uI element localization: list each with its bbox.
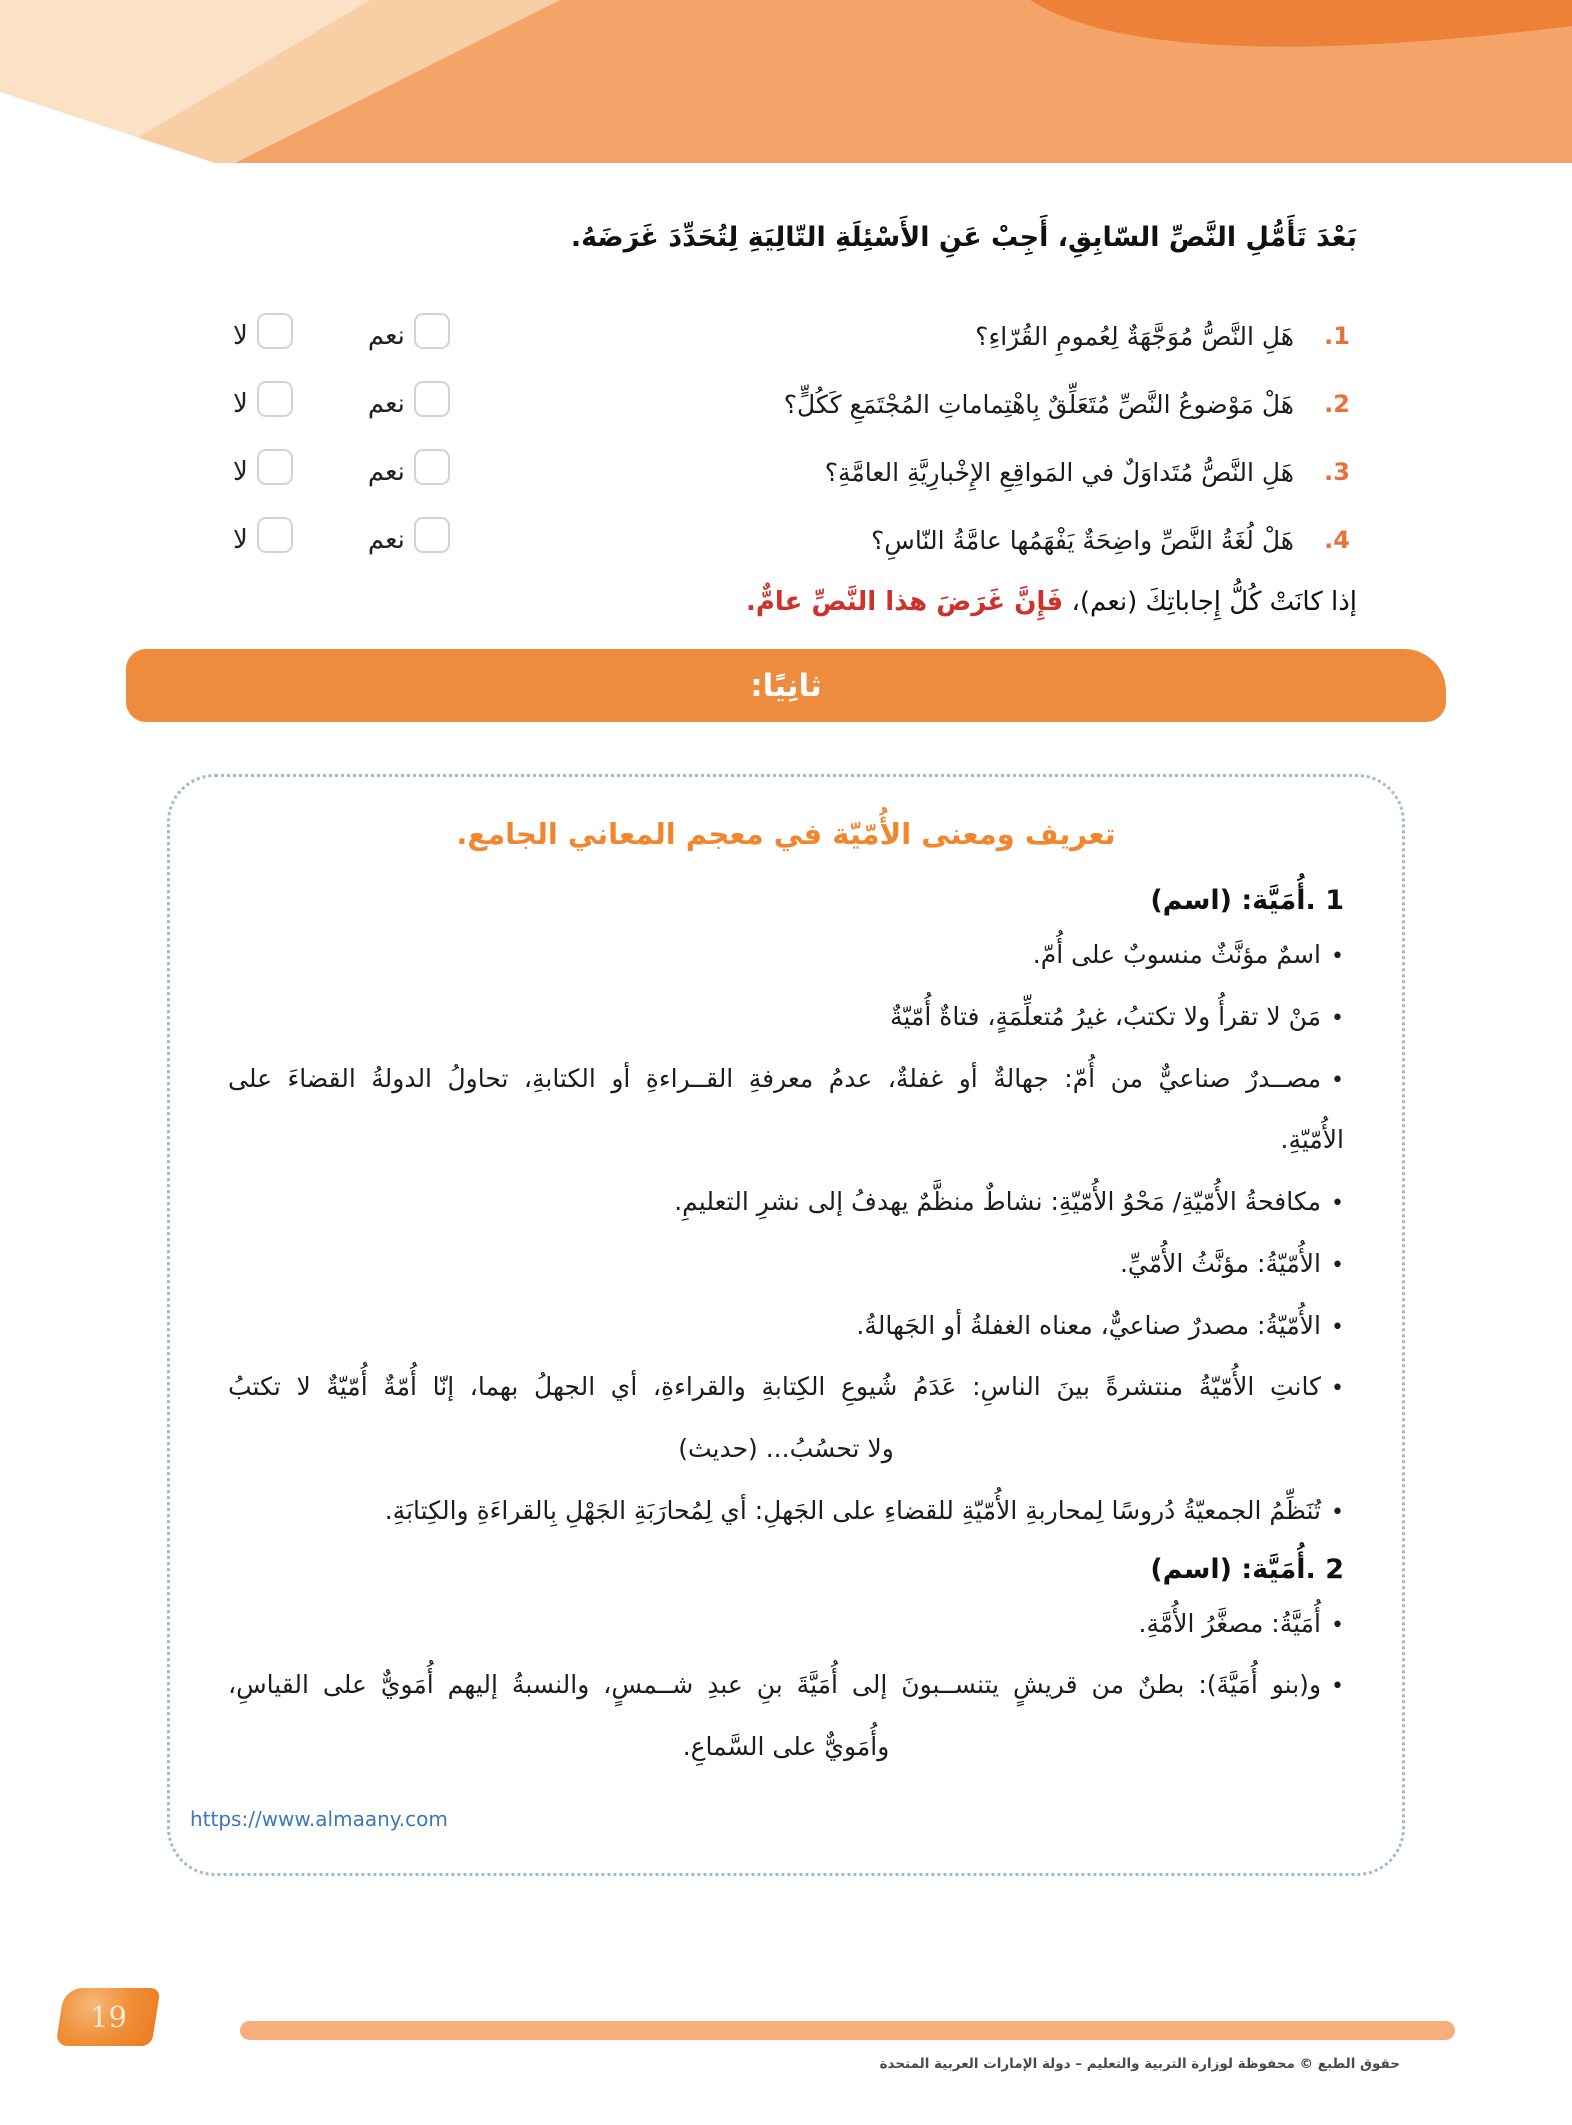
bullet-text: مكافحةُ الأُمّيّةِ/ مَحْوُ الأُمّيّةِ: نشاطٌ منظَّمٌ يهدفُ إلى نشرِ التعليمِ.	[674, 1187, 1322, 1216]
answer-yes-group	[368, 386, 450, 422]
footer-divider-bar	[240, 2021, 1455, 2040]
answer-yes-group	[368, 522, 450, 558]
question-number: 3.	[1324, 458, 1350, 486]
copyright-text: حقوق الطبع © محفوظة لوزارة التربية والتعليم – دولة الإمارات العربية المتحدة	[879, 2056, 1400, 2072]
no-checkbox[interactable]	[257, 313, 293, 349]
bullet-text: مَنْ لا تقرأُ ولا تكتبُ، غيرُ مُتعلِّمَةٍ، فتاةٌ أُمّيّةٌ	[890, 1001, 1322, 1031]
bullet-text: الأُمّيّةُ: مصدرٌ صناعيٌّ، معناه الغفلةُ أو الجَهالةُ.	[856, 1310, 1322, 1340]
bullet-icon: •	[1331, 944, 1344, 969]
list-item	[228, 1666, 1344, 1705]
bullet-text: اسمٌ مؤنَّثٌ منسوبٌ على أُمّ.	[1032, 940, 1322, 969]
question-number: 2.	[1324, 390, 1350, 418]
yes-label: نعم	[367, 525, 405, 555]
list-item	[228, 1183, 1344, 1222]
yes-label: نعم	[367, 457, 405, 487]
list-item	[228, 1605, 1344, 1644]
yes-checkbox[interactable]	[414, 381, 450, 417]
bullet-text: مصــدرٌ صناعيٌّ من أُمّ: جهالةٌ أو غفلةٌ، عدمُ معرفةِ القــراءةِ أو الكتابةِ، تحاولُ الدولةُ القضاءَ على	[228, 1063, 1322, 1093]
yes-checkbox[interactable]	[414, 517, 450, 553]
question-text: هَلِ النَّصُّ مُتَداوَلٌ في المَواقِعِ الإِخْبارِيَّةِ العامَّةِ؟	[824, 457, 1294, 487]
no-checkbox[interactable]	[257, 517, 293, 553]
conclusion-highlight: فَإِنَّ غَرَضَ هذا النَّصِّ عامٌّ.	[745, 587, 1064, 617]
entry-1-heading: 1 .أُمَيَّة: (اسم)	[1150, 885, 1344, 916]
bullet-text: تُنَظِّمُ الجمعيّةُ دُروسًا لِمحاربةِ الأُمّيّةِ للقضاءِ على الجَهلِ: أي لِمُحارَبَةِ الجَهْلِ بِالقراءَةِ والكِتابَةِ.	[384, 1495, 1322, 1525]
section-banner-label: ثانِيًا:	[750, 667, 822, 704]
question-row-3	[0, 451, 1572, 493]
no-label: لا	[233, 321, 248, 351]
bullet-icon: •	[1331, 1191, 1344, 1216]
list-item	[228, 936, 1344, 975]
section-banner	[126, 649, 1446, 722]
list-item-continuation: الأُمّيّةِ.	[1280, 1125, 1344, 1155]
list-item	[228, 1368, 1344, 1407]
bullet-text: و(بنو أُمَيَّةَ): بطنٌ من قريشٍ يتنســبونَ إلى أُمَيَّةَ بنِ عبدِ شــمسٍ، والنسبةُ إليهم أُمَويٌّ على القياسِ،	[228, 1670, 1322, 1700]
question-row-1	[0, 315, 1572, 357]
list-item	[228, 1060, 1344, 1099]
answer-yes-group	[368, 454, 450, 490]
yes-checkbox[interactable]	[414, 313, 450, 349]
bullet-icon: •	[1331, 1252, 1344, 1278]
question-text: هَلْ مَوْضوعُ النَّصِّ مُتَعَلِّقٌ بِاهْتِماماتِ المُجْتَمَعِ كَكُلٍّ؟	[783, 389, 1294, 419]
question-text: هَلِ النَّصُّ مُوَجَّهَةٌ لِعُمومِ القُرّاءِ؟	[975, 321, 1294, 351]
bullet-icon: •	[1331, 1376, 1344, 1402]
answer-yes-group	[368, 318, 450, 354]
bullet-text: الأُمّيّةُ: مؤنَّثُ الأُمّيِّ.	[1119, 1248, 1322, 1278]
yes-checkbox[interactable]	[414, 449, 450, 485]
question-row-2	[0, 383, 1572, 425]
header-decoration	[0, 0, 1572, 170]
question-row-4	[0, 519, 1572, 561]
instruction-text: بَعْدَ تَأَمُّلِ النَّصِّ السّابِقِ، أَجِبْ عَنِ الأَسْئِلَةِ التّالِيَةِ لِتُحَدِّدَ غَرَضَهُ.	[570, 222, 1357, 253]
answer-no-group	[233, 318, 293, 354]
question-text: هَلْ لُغَةُ النَّصِّ واضِحَةٌ يَفْهَمُها عامَّةُ النّاسِ؟	[871, 525, 1294, 555]
bullet-icon: •	[1331, 1005, 1344, 1031]
bullet-icon: •	[1331, 1314, 1344, 1340]
yes-label: نعم	[367, 389, 405, 419]
list-item-continuation: ولا تحسُبُ... (حديث)	[678, 1434, 894, 1463]
conclusion-prefix: إذا كانَتْ كُلُّ إِجاباتِكَ (نعم)،	[1071, 587, 1357, 617]
yes-label: نعم	[367, 321, 405, 351]
bullet-text: أُمَيَّةُ: مصغَّرُ الأُمَّةِ.	[1138, 1608, 1322, 1638]
no-label: لا	[233, 389, 248, 419]
bullet-icon: •	[1331, 1674, 1344, 1700]
conclusion-line	[0, 587, 1572, 617]
source-url-link[interactable]: https://www.almaany.com	[190, 1806, 448, 1831]
bullet-icon: •	[1331, 1612, 1344, 1638]
no-checkbox[interactable]	[257, 381, 293, 417]
page-number-badge	[55, 1988, 160, 2046]
no-label: لا	[233, 525, 248, 555]
no-checkbox[interactable]	[257, 449, 293, 485]
definition-box	[167, 774, 1405, 1876]
list-item	[228, 998, 1344, 1037]
list-item	[228, 1492, 1344, 1531]
list-item	[228, 1245, 1344, 1284]
bullet-text: كانتِ الأُمّيّةُ منتشرةً بينَ الناسِ: عَدَمُ شُيوعِ الكِتابةِ والقراءةِ، أي الجهلُ بهما، إنّا أُمّةٌ أُمّيّةٌ لا تكتبُ	[228, 1372, 1322, 1402]
question-number: 1.	[1324, 322, 1350, 350]
list-item-continuation: وأُمَويٌّ على السَّماعِ.	[682, 1732, 890, 1761]
list-item	[228, 1307, 1344, 1346]
definition-box-title: تعريف ومعنى الأُمّيّة في معجم المعاني الجامع.	[456, 817, 1116, 851]
entry-2-heading: 2 .أُمَيَّة: (اسم)	[1150, 1553, 1344, 1585]
bullet-icon: •	[1331, 1067, 1344, 1093]
no-label: لا	[233, 457, 248, 487]
answer-no-group	[233, 454, 293, 490]
answer-no-group	[233, 522, 293, 558]
bullet-icon: •	[1331, 1499, 1344, 1525]
answer-no-group	[233, 386, 293, 422]
questions-list	[0, 315, 1572, 561]
page-number: 19	[89, 2000, 127, 2034]
question-number: 4.	[1324, 526, 1350, 554]
